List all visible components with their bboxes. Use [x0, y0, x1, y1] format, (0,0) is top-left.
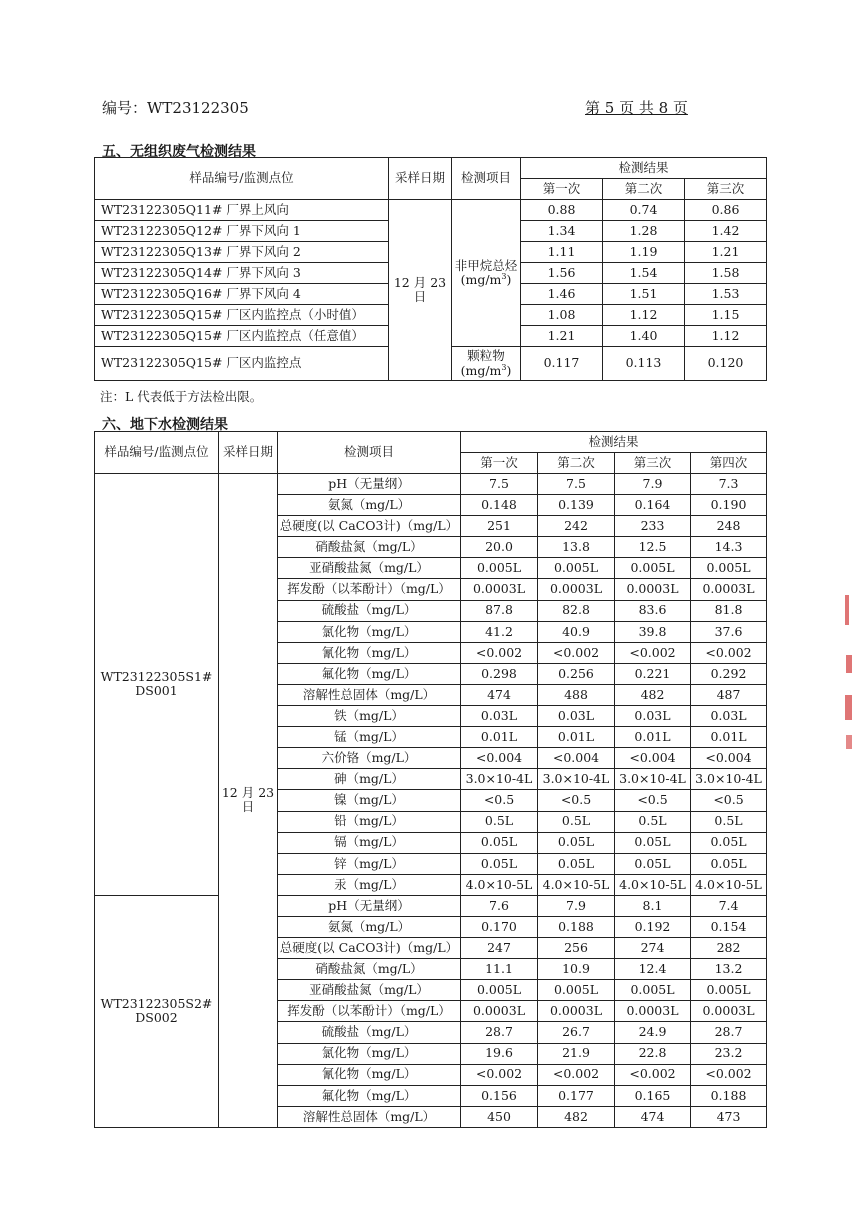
result-value: 3.0×10-4L — [461, 769, 538, 790]
result-value: 0.05L — [691, 853, 767, 874]
result-value: 0.03L — [691, 706, 767, 727]
result-value: 242 — [538, 516, 615, 537]
result-value: 8.1 — [615, 895, 691, 916]
sample-point: WT23122305Q12# 厂界下风向 1 — [95, 221, 389, 242]
table-row — [95, 474, 767, 495]
result-value: <0.002 — [538, 1064, 615, 1085]
result-value: 13.8 — [538, 537, 615, 558]
gw-header-item: 检测项目 — [278, 432, 461, 474]
result-value: <0.002 — [615, 1064, 691, 1085]
result-value: 1.58 — [685, 263, 767, 284]
result-value: 0.005L — [691, 558, 767, 579]
result-value: 3.0×10-4L — [538, 769, 615, 790]
result-value: 0.0003L — [461, 579, 538, 600]
test-item: 氟化物（mg/L） — [278, 1085, 461, 1106]
gw-sampling-date: 12 月 23 日 — [219, 474, 278, 1128]
result-value: 0.05L — [691, 832, 767, 853]
result-value: 0.05L — [615, 853, 691, 874]
result-value: 0.188 — [538, 916, 615, 937]
result-value: 0.005L — [615, 980, 691, 1001]
result-value: 1.28 — [603, 221, 685, 242]
result-value: 0.292 — [691, 663, 767, 684]
result-value: 0.156 — [461, 1085, 538, 1106]
result-value: 28.7 — [691, 1022, 767, 1043]
result-value: 87.8 — [461, 600, 538, 621]
test-item: 溶解性总固体（mg/L） — [278, 684, 461, 705]
result-value: 482 — [615, 684, 691, 705]
result-value: 0.120 — [685, 347, 767, 381]
result-value: 0.005L — [691, 980, 767, 1001]
result-value: 4.0×10-5L — [461, 874, 538, 895]
result-value: 0.5L — [615, 811, 691, 832]
item-particulate-name: 颗粒物 — [467, 348, 505, 364]
header-item: 检测项目 — [452, 158, 521, 200]
result-value: 247 — [461, 938, 538, 959]
result-value: 474 — [615, 1106, 691, 1127]
result-value: 0.05L — [461, 853, 538, 874]
result-value: 7.4 — [691, 895, 767, 916]
result-value: 1.51 — [603, 284, 685, 305]
result-value: 0.190 — [691, 495, 767, 516]
result-value: 11.1 — [461, 959, 538, 980]
result-value: 0.005L — [461, 558, 538, 579]
result-value: 0.0003L — [615, 1001, 691, 1022]
test-item: 亚硝酸盐氮（mg/L） — [278, 980, 461, 1001]
note-text: 注：L 代表低于方法检出限。 — [100, 389, 263, 404]
result-value: 0.117 — [521, 347, 603, 381]
exhaust-gas-table — [94, 157, 767, 381]
sample-point: WT23122305Q15# 厂区内监控点（小时值） — [95, 305, 389, 326]
result-value: 274 — [615, 938, 691, 959]
test-item: 氟化物（mg/L） — [278, 663, 461, 684]
result-value: 39.8 — [615, 621, 691, 642]
result-value: 0.74 — [603, 200, 685, 221]
result-value: 0.86 — [685, 200, 767, 221]
result-value: 0.298 — [461, 663, 538, 684]
test-item: 挥发酚（以苯酚计）（mg/L） — [278, 1001, 461, 1022]
header-date: 采样日期 — [389, 158, 452, 200]
test-item: 总硬度(以 CaCO3计)（mg/L） — [278, 516, 461, 537]
result-value: <0.5 — [691, 790, 767, 811]
test-item: 铅（mg/L） — [278, 811, 461, 832]
sample-point: WT23122305Q15# 厂区内监控点 — [95, 347, 389, 381]
unit-close: ) — [506, 362, 512, 378]
test-item: 砷（mg/L） — [278, 769, 461, 790]
result-value: 1.19 — [603, 242, 685, 263]
result-value: 0.0003L — [691, 1001, 767, 1022]
result-value: 0.0003L — [538, 579, 615, 600]
result-value: 0.01L — [691, 727, 767, 748]
result-value: 19.6 — [461, 1043, 538, 1064]
result-value: 20.0 — [461, 537, 538, 558]
result-value: 82.8 — [538, 600, 615, 621]
test-item: 六价铬（mg/L） — [278, 748, 461, 769]
result-value: 1.15 — [685, 305, 767, 326]
result-value: 14.3 — [691, 537, 767, 558]
result-value: <0.004 — [691, 748, 767, 769]
gw-header-r3: 第三次 — [615, 453, 691, 474]
result-value: 0.164 — [615, 495, 691, 516]
test-item: 锌（mg/L） — [278, 853, 461, 874]
site-site2 — [95, 895, 219, 1127]
unit-label: (mg/m — [460, 272, 502, 287]
test-item: 汞（mg/L） — [278, 874, 461, 895]
result-value: 7.3 — [691, 474, 767, 495]
result-value: 26.7 — [538, 1022, 615, 1043]
result-value: 23.2 — [691, 1043, 767, 1064]
result-value: 0.188 — [691, 1085, 767, 1106]
result-value: 0.221 — [615, 663, 691, 684]
sample-point: WT23122305Q14# 厂界下风向 3 — [95, 263, 389, 284]
result-value: 0.01L — [461, 727, 538, 748]
sample-point: WT23122305Q15# 厂区内监控点（任意值） — [95, 326, 389, 347]
result-value: <0.002 — [538, 642, 615, 663]
test-item: 镉（mg/L） — [278, 832, 461, 853]
result-value: 1.53 — [685, 284, 767, 305]
report-number: 编号：WT23122305 — [102, 99, 249, 117]
result-value: <0.5 — [615, 790, 691, 811]
result-value: 256 — [538, 938, 615, 959]
result-value: 7.5 — [538, 474, 615, 495]
result-value: 0.03L — [461, 706, 538, 727]
result-value: 0.0003L — [691, 579, 767, 600]
result-value: 450 — [461, 1106, 538, 1127]
gw-header-sample: 样品编号/监测点位 — [95, 432, 219, 474]
result-value: 3.0×10-4L — [615, 769, 691, 790]
test-item: 挥发酚（以苯酚计）（mg/L） — [278, 579, 461, 600]
result-value: 0.165 — [615, 1085, 691, 1106]
result-value: 41.2 — [461, 621, 538, 642]
result-value: <0.002 — [461, 1064, 538, 1085]
result-value: <0.5 — [461, 790, 538, 811]
result-value: 22.8 — [615, 1043, 691, 1064]
result-value: 251 — [461, 516, 538, 537]
sample-point: WT23122305Q11# 厂界上风向 — [95, 200, 389, 221]
result-value: 40.9 — [538, 621, 615, 642]
result-value: 1.12 — [603, 305, 685, 326]
result-value: 0.0003L — [461, 1001, 538, 1022]
result-value: <0.002 — [615, 642, 691, 663]
result-value: 0.005L — [538, 980, 615, 1001]
result-value: 0.01L — [615, 727, 691, 748]
result-value: 1.12 — [685, 326, 767, 347]
site-code: DS001 — [135, 683, 178, 699]
test-item: pH（无量纲） — [278, 474, 461, 495]
result-value: 12.4 — [615, 959, 691, 980]
result-value: 487 — [691, 684, 767, 705]
table-row — [95, 895, 767, 916]
result-value: 0.154 — [691, 916, 767, 937]
test-item: pH（无量纲） — [278, 895, 461, 916]
result-value: 0.148 — [461, 495, 538, 516]
result-value: 4.0×10-5L — [538, 874, 615, 895]
site-site1 — [95, 474, 219, 896]
result-value: 28.7 — [461, 1022, 538, 1043]
test-item: 硫酸盐（mg/L） — [278, 600, 461, 621]
test-item: 氯化物（mg/L） — [278, 621, 461, 642]
result-value: 282 — [691, 938, 767, 959]
result-value: 7.9 — [538, 895, 615, 916]
result-value: 7.6 — [461, 895, 538, 916]
result-value: 0.05L — [461, 832, 538, 853]
header-r1: 第一次 — [521, 179, 603, 200]
result-value: <0.004 — [461, 748, 538, 769]
result-value: 1.56 — [521, 263, 603, 284]
result-value: 13.2 — [691, 959, 767, 980]
result-value: 37.6 — [691, 621, 767, 642]
gw-header-r4: 第四次 — [691, 453, 767, 474]
gw-header-r1: 第一次 — [461, 453, 538, 474]
test-item: 硝酸盐氮（mg/L） — [278, 537, 461, 558]
result-value: 0.113 — [603, 347, 685, 381]
test-item: 硫酸盐（mg/L） — [278, 1022, 461, 1043]
sample-point: WT23122305Q13# 厂界下风向 2 — [95, 242, 389, 263]
unit-label: (mg/m — [460, 362, 502, 378]
result-value: <0.002 — [691, 1064, 767, 1085]
result-value: 83.6 — [615, 600, 691, 621]
result-value: 1.08 — [521, 305, 603, 326]
result-value: 1.46 — [521, 284, 603, 305]
result-value: 1.40 — [603, 326, 685, 347]
test-item: 铁（mg/L） — [278, 706, 461, 727]
result-value: 0.0003L — [538, 1001, 615, 1022]
result-value: 0.177 — [538, 1085, 615, 1106]
test-item: 硝酸盐氮（mg/L） — [278, 959, 461, 980]
result-value: 1.54 — [603, 263, 685, 284]
site-code: DS002 — [135, 1010, 178, 1026]
test-item: 总硬度(以 CaCO3计)（mg/L） — [278, 938, 461, 959]
result-value: 0.005L — [538, 558, 615, 579]
groundwater-table — [94, 431, 767, 1128]
result-value: <0.002 — [691, 642, 767, 663]
result-value: <0.004 — [538, 748, 615, 769]
header-results: 检测结果 — [521, 158, 767, 179]
result-value: 0.5L — [691, 811, 767, 832]
result-value: 0.005L — [615, 558, 691, 579]
item-nmhc-name: 非甲烷总烃 — [454, 257, 518, 273]
result-value: 474 — [461, 684, 538, 705]
test-item: 锰（mg/L） — [278, 727, 461, 748]
result-value: <0.004 — [615, 748, 691, 769]
site-id: WT23122305S2# — [100, 996, 213, 1012]
result-value: 1.42 — [685, 221, 767, 242]
result-value: 0.256 — [538, 663, 615, 684]
result-value: 0.05L — [538, 853, 615, 874]
result-value: 0.88 — [521, 200, 603, 221]
test-item: 氰化物（mg/L） — [278, 1064, 461, 1085]
table-row — [95, 200, 767, 221]
result-value: 3.0×10-4L — [691, 769, 767, 790]
test-item: 镍（mg/L） — [278, 790, 461, 811]
result-value: 21.9 — [538, 1043, 615, 1064]
item-nmhc — [452, 200, 521, 347]
result-value: 4.0×10-5L — [615, 874, 691, 895]
test-item: 氨氮（mg/L） — [278, 495, 461, 516]
gw-header-results: 检测结果 — [461, 432, 767, 453]
result-value: 7.9 — [615, 474, 691, 495]
test-item: 溶解性总固体（mg/L） — [278, 1106, 461, 1127]
result-value: 7.5 — [461, 474, 538, 495]
sampling-date: 12 月 23 日 — [389, 200, 452, 381]
red-seal-fragment — [844, 595, 854, 765]
section-6-title: 六、地下水检测结果 — [102, 417, 228, 433]
site-id: WT23122305S1# — [100, 669, 213, 685]
result-value: 488 — [538, 684, 615, 705]
result-value: 1.21 — [521, 326, 603, 347]
result-value: 0.170 — [461, 916, 538, 937]
result-value: 1.11 — [521, 242, 603, 263]
result-value: 12.5 — [615, 537, 691, 558]
result-value: 0.03L — [538, 706, 615, 727]
result-value: 0.01L — [538, 727, 615, 748]
section-5-title: 五、无组织废气检测结果 — [102, 144, 256, 160]
result-value: 0.192 — [615, 916, 691, 937]
result-value: 0.05L — [615, 832, 691, 853]
result-value: 482 — [538, 1106, 615, 1127]
unit-sup: 3 — [501, 362, 507, 372]
gw-header-r2: 第二次 — [538, 453, 615, 474]
header-r2: 第二次 — [603, 179, 685, 200]
page-indicator: 第 5 页 共 8 页 — [585, 99, 688, 117]
test-item: 氯化物（mg/L） — [278, 1043, 461, 1064]
result-value: 0.139 — [538, 495, 615, 516]
test-item: 氰化物（mg/L） — [278, 642, 461, 663]
result-value: 473 — [691, 1106, 767, 1127]
unit-sup: 3 — [501, 271, 507, 281]
unit-close: ) — [506, 272, 512, 287]
result-value: 0.03L — [615, 706, 691, 727]
result-value: <0.5 — [538, 790, 615, 811]
sample-point: WT23122305Q16# 厂界下风向 4 — [95, 284, 389, 305]
result-value: 248 — [691, 516, 767, 537]
result-value: 4.0×10-5L — [691, 874, 767, 895]
result-value: 233 — [615, 516, 691, 537]
gw-header-date: 采样日期 — [219, 432, 278, 474]
result-value: 0.5L — [461, 811, 538, 832]
test-item: 亚硝酸盐氮（mg/L） — [278, 558, 461, 579]
result-value: 1.34 — [521, 221, 603, 242]
result-value: 24.9 — [615, 1022, 691, 1043]
result-value: 1.21 — [685, 242, 767, 263]
header-r3: 第三次 — [685, 179, 767, 200]
result-value: 10.9 — [538, 959, 615, 980]
item-particulate — [452, 347, 521, 381]
result-value: 0.0003L — [615, 579, 691, 600]
result-value: 0.005L — [461, 980, 538, 1001]
test-item: 氨氮（mg/L） — [278, 916, 461, 937]
header-sample: 样品编号/监测点位 — [95, 158, 389, 200]
result-value: 81.8 — [691, 600, 767, 621]
result-value: 0.05L — [538, 832, 615, 853]
result-value: 0.5L — [538, 811, 615, 832]
result-value: <0.002 — [461, 642, 538, 663]
